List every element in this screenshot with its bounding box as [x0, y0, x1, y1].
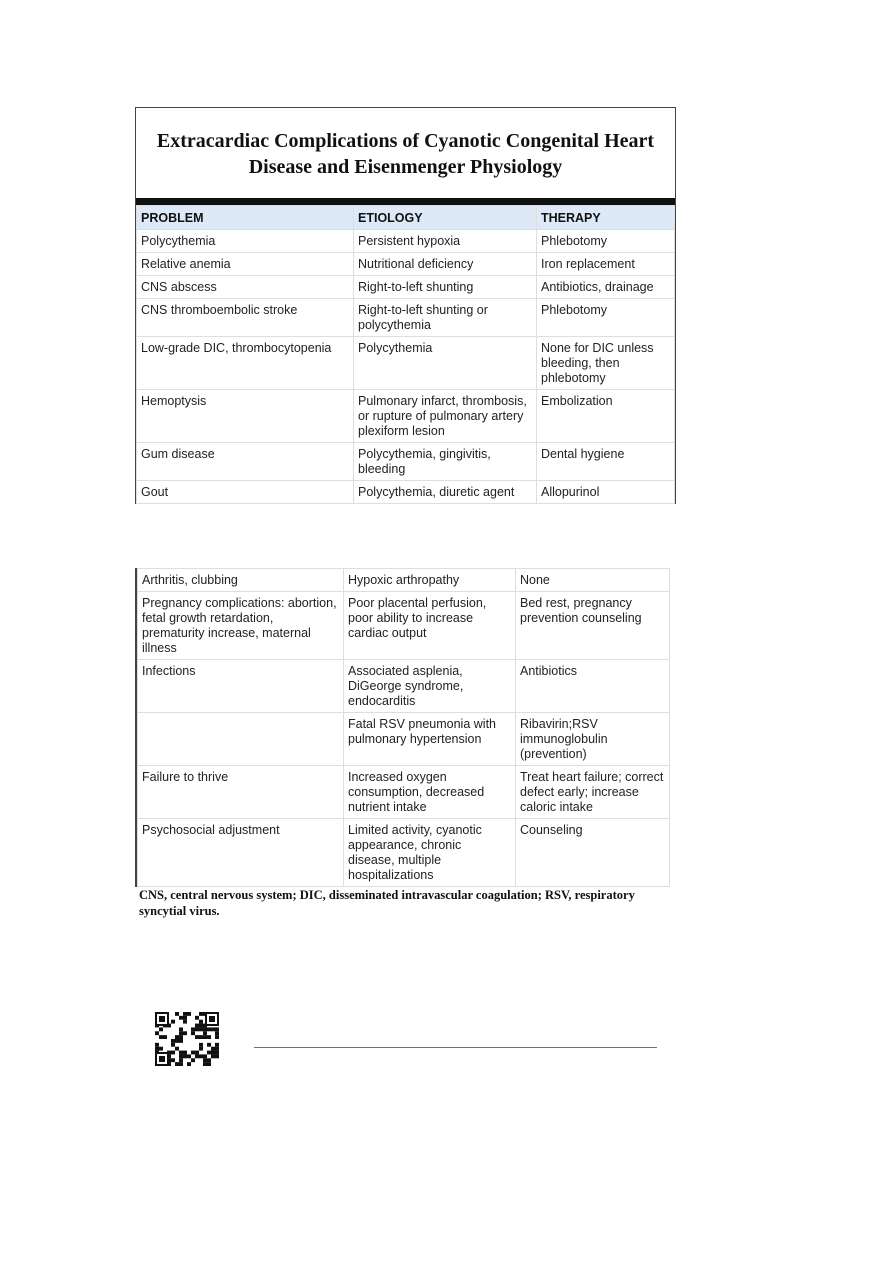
- cell-therapy: Bed rest, pregnancy prevention counseling: [516, 592, 670, 660]
- table-row: [137, 253, 675, 276]
- cell-problem: CNS thromboembolic stroke: [137, 299, 354, 337]
- table-row: [138, 819, 670, 887]
- table-row: [137, 299, 675, 337]
- cell-therapy: Phlebotomy: [537, 299, 675, 337]
- cell-etiology: Right-to-left shunting or polycythemia: [354, 299, 537, 337]
- table-footnote: CNS, central nervous system; DIC, disseminated intravascular coagulation; RSV, respiratory syncytial virus.: [139, 888, 635, 918]
- table-part2: [137, 568, 670, 887]
- table-row: [138, 592, 670, 660]
- cell-etiology: Polycythemia: [354, 337, 537, 390]
- cell-etiology: Associated asplenia, DiGeorge syndrome, endocarditis: [344, 660, 516, 713]
- cell-etiology: Increased oxygen consumption, decreased nutrient intake: [344, 766, 516, 819]
- cell-therapy: Allopurinol: [537, 481, 675, 504]
- cell-therapy: None: [516, 569, 670, 592]
- cell-etiology: Persistent hypoxia: [354, 230, 537, 253]
- cell-etiology: Polycythemia, diuretic agent: [354, 481, 537, 504]
- cell-problem: CNS abscess: [137, 276, 354, 299]
- title-divider: [136, 198, 675, 205]
- cell-etiology: Limited activity, cyanotic appearance, chronic disease, multiple hospitalizations: [344, 819, 516, 887]
- cell-therapy: Embolization: [537, 390, 675, 443]
- header-row: [137, 206, 675, 230]
- cell-therapy: Antibiotics: [516, 660, 670, 713]
- cell-problem: Low-grade DIC, thrombocytopenia: [137, 337, 354, 390]
- cell-etiology: Pulmonary infarct, thrombosis, or rupture of pulmonary artery plexiform lesion: [354, 390, 537, 443]
- cell-therapy: Counseling: [516, 819, 670, 887]
- cell-problem: Pregnancy complications: abortion, fetal growth retardation, prematurity increase, maternal illness: [138, 592, 344, 660]
- cell-etiology: Nutritional deficiency: [354, 253, 537, 276]
- cell-therapy: Antibiotics, drainage: [537, 276, 675, 299]
- cell-therapy: Phlebotomy: [537, 230, 675, 253]
- cell-etiology: Poor placental perfusion, poor ability to increase cardiac output: [344, 592, 516, 660]
- cell-problem: Failure to thrive: [138, 766, 344, 819]
- header-therapy: THERAPY: [537, 206, 675, 230]
- cell-etiology: Polycythemia, gingivitis, bleeding: [354, 443, 537, 481]
- cell-etiology: Fatal RSV pneumonia with pulmonary hypertension: [344, 713, 516, 766]
- cell-problem: Gout: [137, 481, 354, 504]
- table-part1: [136, 205, 675, 504]
- complications-table-part1: [135, 107, 676, 504]
- header-problem: PROBLEM: [137, 206, 354, 230]
- link-underline[interactable]: [254, 1047, 657, 1048]
- cell-problem: [138, 713, 344, 766]
- table-row: [137, 390, 675, 443]
- qr-code-icon: [155, 1012, 219, 1066]
- cell-therapy: Iron replacement: [537, 253, 675, 276]
- table-row: [138, 713, 670, 766]
- table-row: [138, 569, 670, 592]
- cell-therapy: Dental hygiene: [537, 443, 675, 481]
- table-row: [137, 276, 675, 299]
- table-row: [137, 481, 675, 504]
- cell-problem: Hemoptysis: [137, 390, 354, 443]
- cell-problem: Gum disease: [137, 443, 354, 481]
- cell-problem: Relative anemia: [137, 253, 354, 276]
- cell-problem: Arthritis, clubbing: [138, 569, 344, 592]
- table-title: Extracardiac Complications of Cyanotic Congenital Heart Disease and Eisenmenger Physiology: [156, 130, 655, 178]
- cell-therapy: Treat heart failure; correct defect early; increase caloric intake: [516, 766, 670, 819]
- cell-problem: Infections: [138, 660, 344, 713]
- cell-therapy: Ribavirin;RSV immunoglobulin (prevention): [516, 713, 670, 766]
- cell-etiology: Hypoxic arthropathy: [344, 569, 516, 592]
- table-row: [137, 443, 675, 481]
- table-row: [137, 230, 675, 253]
- table-row: [138, 660, 670, 713]
- complications-table-part2: [135, 568, 670, 887]
- cell-etiology: Right-to-left shunting: [354, 276, 537, 299]
- cell-therapy: None for DIC unless bleeding, then phlebotomy: [537, 337, 675, 390]
- cell-problem: Polycythemia: [137, 230, 354, 253]
- table-row: [138, 766, 670, 819]
- table-row: [137, 337, 675, 390]
- header-etiology: ETIOLOGY: [354, 206, 537, 230]
- cell-problem: Psychosocial adjustment: [138, 819, 344, 887]
